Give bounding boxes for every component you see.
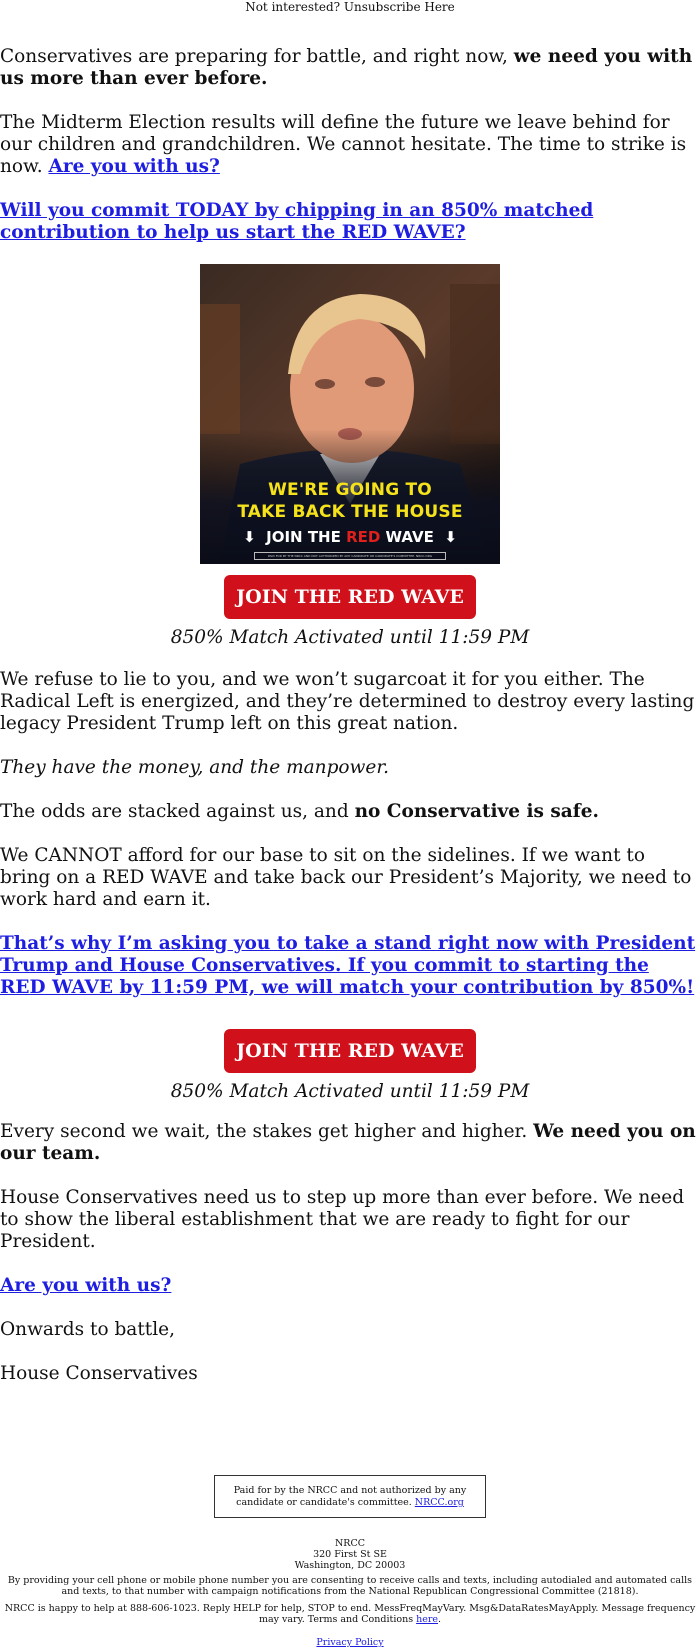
closing-paragraph-1 [0, 1121, 700, 1165]
email-body [0, 46, 700, 244]
cta-1-wrap [0, 575, 700, 619]
closing-body [0, 1121, 700, 1385]
hero-headline-2: TAKE BACK THE HOUSE [237, 502, 463, 522]
intro-paragraph-2 [0, 112, 700, 178]
hero-headline-1: WE'RE GOING TO [268, 480, 432, 500]
commit-today-link[interactable]: Will you commit TODAY by chipping in an 850% matched contribution to help us start the RED WAVE? [0, 200, 594, 243]
cta-2-wrap [0, 1029, 700, 1073]
footer-org: NRCC [334, 1538, 365, 1549]
terms-here-link[interactable]: here [416, 1614, 438, 1625]
closing-paragraph-2: House Conservatives need us to step up more than ever before. We need to show the liberal establishment that we are ready to fight for our President. [0, 1187, 685, 1252]
hero-disclaimer: PAID FOR BY THE NRCC AND NOT AUTHORIZED BY ANY CANDIDATE OR CANDIDATE'S COMMITTEE. NRCC.ORG [254, 552, 446, 560]
middle-paragraph-5 [0, 933, 700, 999]
footer-address-1: 320 First St SE [313, 1549, 387, 1560]
take-a-stand-link[interactable]: That’s why I’m asking you to take a stand right now with President Trump and House Conservatives. If you commit to starting the RED WAVE by 11:59 PM, we will match your contribution by 850%! [0, 933, 696, 998]
closing-bold-1: We need you on our team. [0, 1121, 696, 1164]
match-notice: 850% Match Activated until 11:59 PM [170, 627, 530, 648]
signoff: Onwards to battle, [0, 1319, 175, 1340]
closing-paragraph-3 [0, 1275, 700, 1297]
hero-wave-text: WAVE [380, 528, 434, 546]
hero-image[interactable] [200, 264, 500, 564]
hero-join-text: JOIN THE [266, 528, 347, 546]
privacy-policy-link[interactable]: Privacy Policy [316, 1637, 384, 1648]
paid-for-text: Paid for by the NRCC and not authorized by any candidate or candidate's committee. [233, 1485, 467, 1508]
privacy-wrap [0, 1637, 700, 1648]
are-you-with-us-link[interactable]: Are you with us? [0, 1275, 172, 1296]
footer-box-wrap [0, 1475, 700, 1518]
arrow-down-icon: ⬇ [444, 528, 457, 546]
hero-red-text: RED [346, 528, 381, 546]
middle-bold-3: no Conservative is safe. [354, 801, 599, 822]
join-red-wave-button[interactable]: JOIN THE RED WAVE [224, 575, 476, 619]
intro-paragraph-3 [0, 200, 700, 244]
match-notice: 850% Match Activated until 11:59 PM [170, 1081, 530, 1102]
middle-italic: They have the money, and the manpower. [0, 757, 390, 778]
unsubscribe-link[interactable]: Not interested? Unsubscribe Here [245, 0, 455, 14]
sms-help-text: NRCC is happy to help at 888-606-1023. Reply HELP for help, STOP to end. MessFreqMayVary. Msg&DataRatesMayApply. Message frequency may vary. Terms and Conditions [4, 1603, 696, 1625]
sms-help-end: . [438, 1614, 442, 1625]
intro-text-1: Conservatives are preparing for battle, and right now, [0, 46, 514, 67]
hero-join-line [200, 528, 500, 546]
middle-paragraph-2 [0, 757, 700, 779]
footer-address [0, 1538, 700, 1571]
closing-text-1: Every second we wait, the stakes get higher and higher. [0, 1121, 534, 1142]
intro-paragraph-1 [0, 46, 700, 90]
sms-consent: By providing your cell phone or mobile phone number you are consenting to receive calls and texts, including autodialed and automated calls and texts, to that number with campaign notifications from the National Republican Congressional Committee (21818). [7, 1575, 693, 1597]
paid-for-box [214, 1475, 486, 1518]
middle-paragraph-1: We refuse to lie to you, and we won’t sugarcoat it for you either. The Radical Left is energized, and they’re determined to destroy every lasting legacy President Trump left on this great nation. [0, 669, 695, 734]
intro-text-2: The Midterm Election results will define the future we leave behind for our children and grandchildren. We cannot hesitate. The time to strike is now. [0, 112, 687, 177]
are-you-with-us-link[interactable]: Are you with us? [48, 156, 220, 177]
sms-help [0, 1603, 700, 1625]
join-red-wave-button[interactable]: JOIN THE RED WAVE [224, 1029, 476, 1073]
footer-address-2: Washington, DC 20003 [294, 1560, 406, 1571]
intro-bold-1: we need you with us more than ever before. [0, 46, 693, 89]
middle-paragraph-4: We CANNOT afford for our base to sit on the sidelines. If we want to bring on a RED WAVE and take back our President’s Majority, we need to work hard and earn it. [0, 845, 692, 910]
signature: House Conservatives [0, 1363, 198, 1384]
middle-text-3: The odds are stacked against us, and [0, 801, 355, 822]
middle-paragraph-3 [0, 801, 700, 823]
arrow-down-icon: ⬇ [243, 528, 256, 546]
nrcc-org-link[interactable]: NRCC.org [414, 1497, 464, 1508]
middle-body [0, 669, 700, 999]
